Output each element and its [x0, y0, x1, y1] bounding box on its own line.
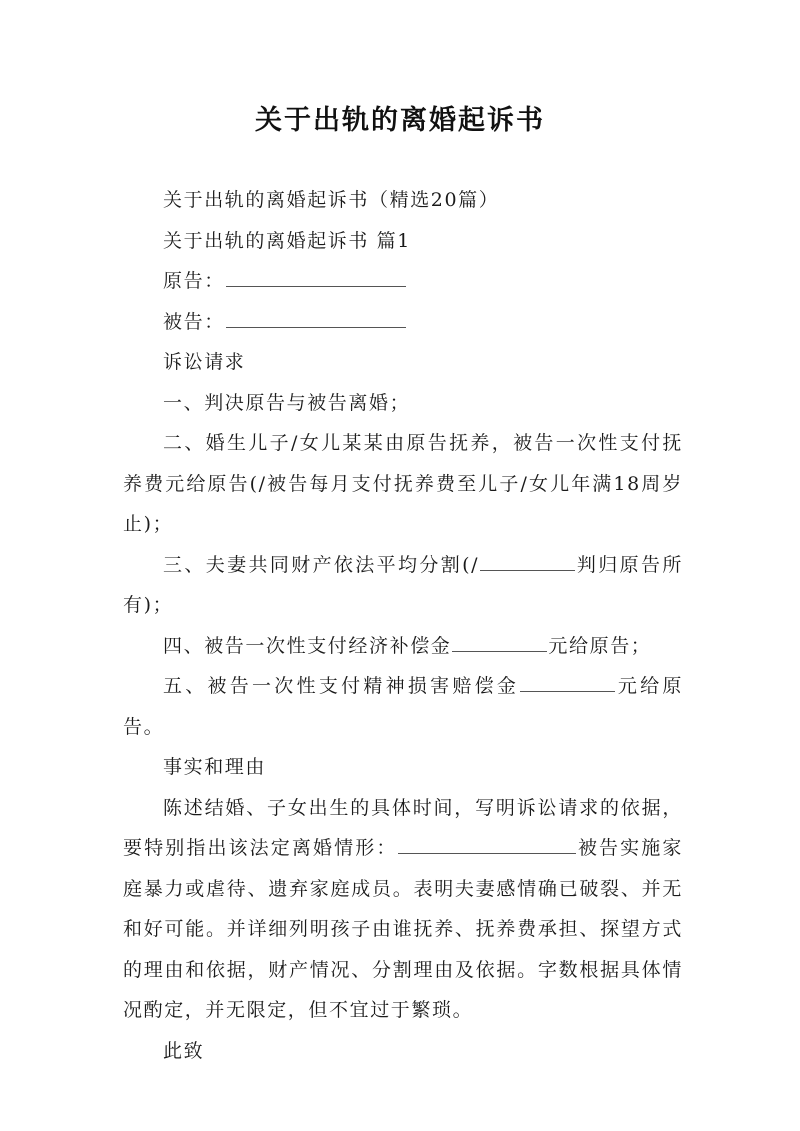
claim-5-blank	[520, 690, 615, 692]
claim-4-before: 四、被告一次性支付经济补偿金	[163, 634, 452, 657]
plaintiff-line	[123, 261, 683, 302]
claim-5-after: 元给原告。	[123, 675, 683, 738]
defendant-label: 被告：	[163, 310, 225, 333]
defendant-line	[123, 302, 683, 343]
plaintiff-blank	[226, 285, 406, 287]
claim-3-before: 三、夫妻共同财产依法平均分割(/	[163, 553, 480, 576]
facts-blank	[398, 852, 576, 854]
facts-before: 陈述结婚、子女出生的具体时间，写明诉讼请求的依据，要特别指出该法定离婚情形：	[123, 796, 683, 859]
claim-3	[123, 545, 683, 626]
claim-4	[123, 626, 683, 667]
document-body	[123, 180, 683, 1071]
defendant-blank	[226, 326, 406, 328]
plaintiff-label: 原告：	[163, 270, 225, 292]
claim-2: 二、婚生儿子/女儿某某由原告抚养，被告一次性支付抚养费元给原告(/被告每月支付抚养费至儿子/女儿年满18周岁止)；	[123, 432, 683, 535]
claim-1: 一、判决原告与被告离婚；	[163, 391, 411, 414]
document-title: 关于出轨的离婚起诉书	[255, 105, 545, 136]
claim-3-blank	[480, 569, 575, 571]
facts-heading: 事实和理由	[163, 756, 267, 778]
claim-5-before: 五、被告一次性支付精神损害赔偿金	[163, 675, 520, 697]
document-subtitle: 关于出轨的离婚起诉书（精选20篇）	[163, 189, 500, 211]
facts-after: 被告实施家庭暴力或虐待、遗弃家庭成员。表明夫妻感情确已破裂、并无和好可能。并详细列明孩子由谁抚养、抚养费承担、探望方式的理由和依据，财产情况、分割理由及依据。字数根据具体情况酌定，并无限定，但不宜过于繁琐。	[123, 837, 683, 1021]
claim-4-blank	[452, 650, 547, 652]
claim-5	[123, 666, 683, 747]
facts-paragraph	[123, 788, 683, 1031]
closing: 此致	[163, 1039, 205, 1062]
claim-3-after: 判归原告所有)；	[123, 553, 683, 616]
section-heading: 关于出轨的离婚起诉书 篇1	[163, 229, 411, 252]
claim-4-after: 元给原告；	[548, 634, 652, 657]
claims-heading: 诉讼请求	[163, 351, 246, 373]
